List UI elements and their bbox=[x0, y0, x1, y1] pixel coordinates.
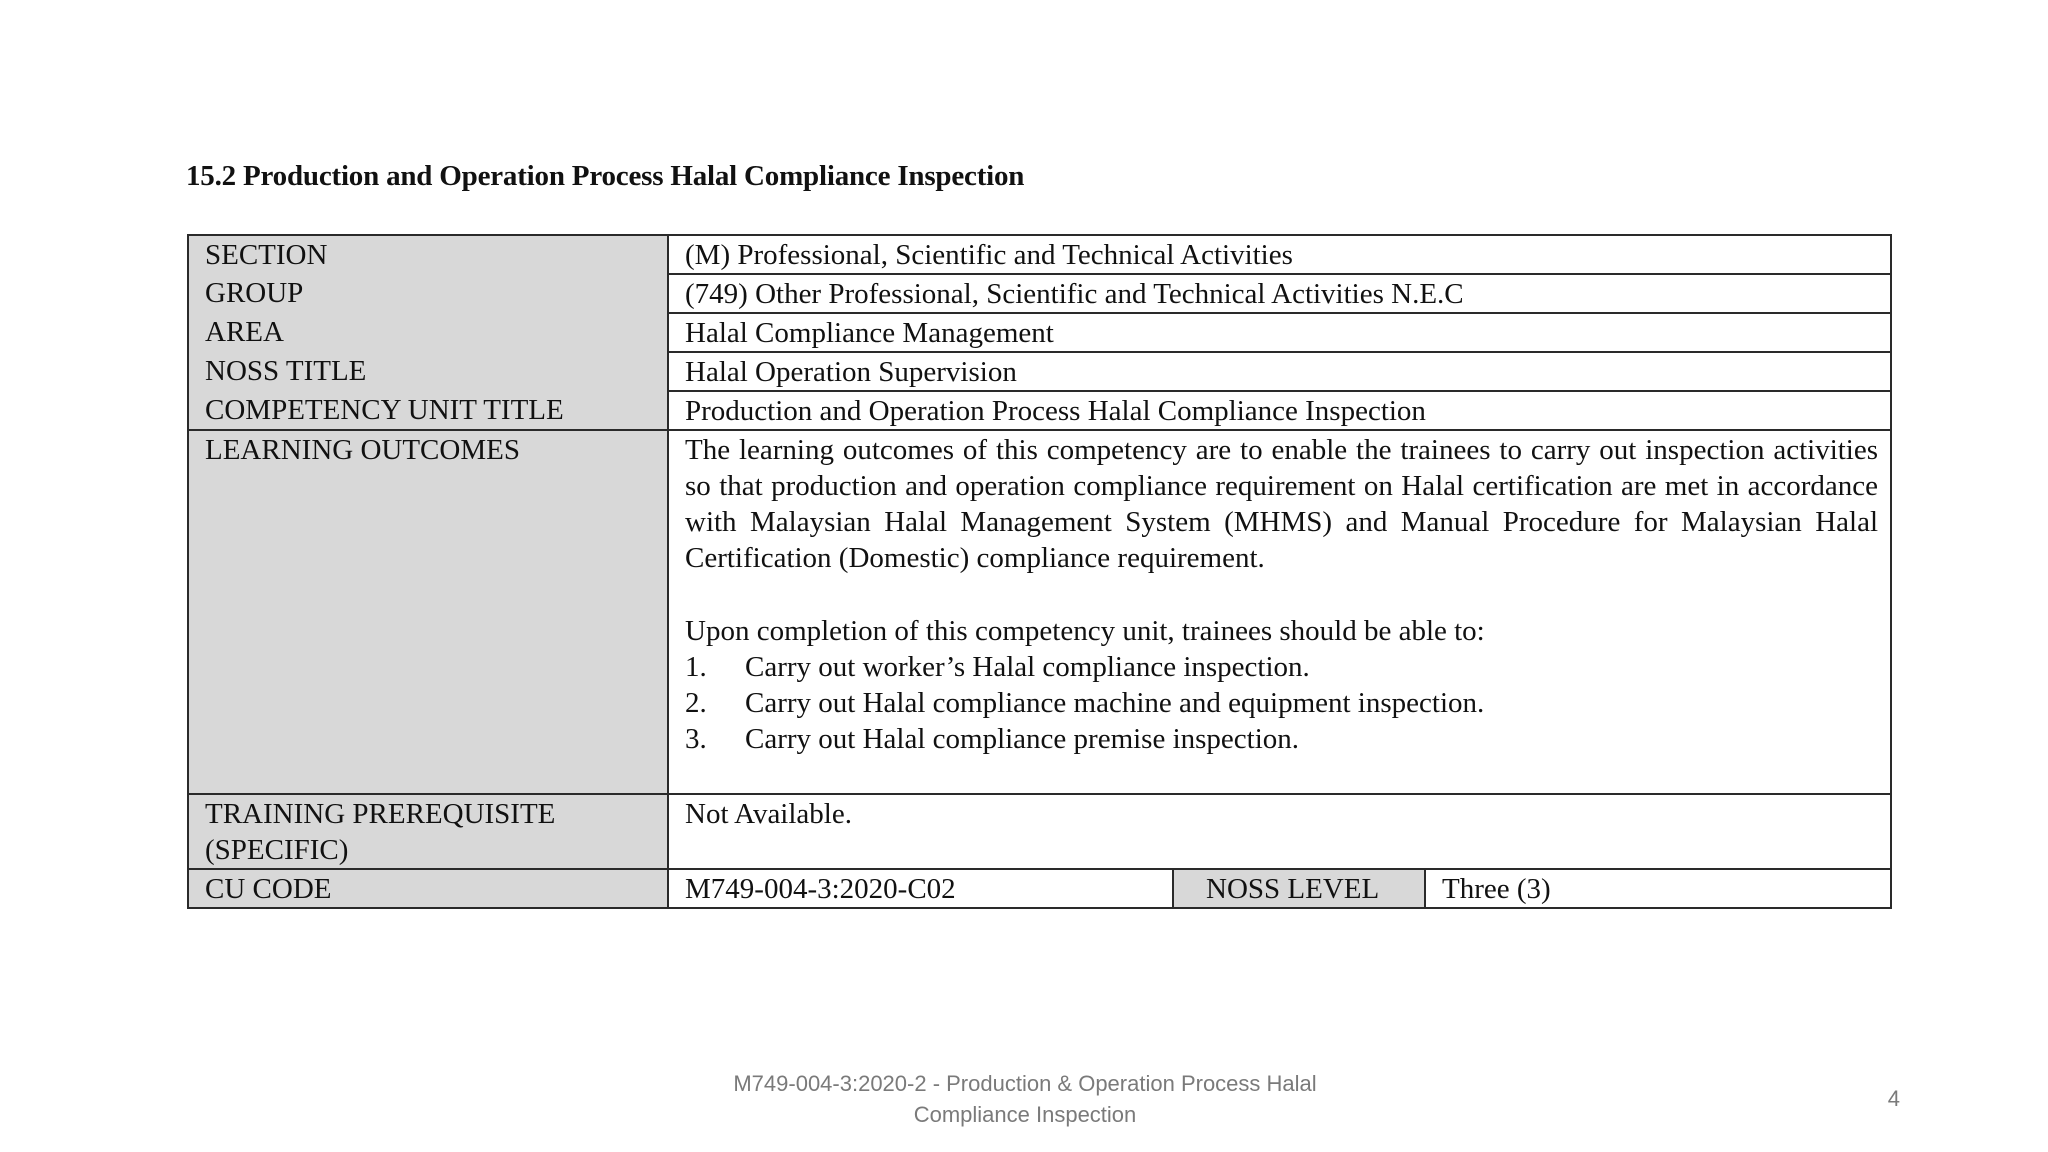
label-group: GROUP bbox=[188, 274, 668, 313]
list-item: 3. Carry out Halal compliance premise inspection. bbox=[685, 723, 1300, 755]
value-prerequisite: Not Available. bbox=[668, 794, 1891, 869]
table-row-prerequisite bbox=[188, 794, 1891, 869]
table-row-cu-title bbox=[188, 391, 1891, 430]
table-row-section bbox=[188, 235, 1891, 274]
table-row-learning-outcomes bbox=[188, 430, 1891, 794]
table-row-area bbox=[188, 313, 1891, 352]
table-row-cu-code bbox=[188, 869, 1891, 908]
value-cu-code: M749-004-3:2020-C02 bbox=[668, 869, 1173, 908]
label-cu-code: CU CODE bbox=[188, 869, 668, 908]
page-number: 4 bbox=[1887, 1086, 1900, 1111]
label-prerequisite: TRAINING PREREQUISITE (SPECIFIC) bbox=[188, 794, 668, 869]
value-noss-title: Halal Operation Supervision bbox=[668, 352, 1891, 391]
label-learning-outcomes: LEARNING OUTCOMES bbox=[188, 430, 668, 794]
learning-outcomes-paragraph: The learning outcomes of this competency are to enable the trainees to carry out inspection activities so that production and operation compliance requirement on Halal certification are met in accordance with Malaysian Halal Management System (MHMS) and Manual Procedure for Malaysian Halal Certification (Domestic) compliance requirement. bbox=[685, 434, 1879, 574]
list-item: 1. Carry out worker’s Halal compliance inspection. bbox=[685, 651, 1310, 683]
learning-outcomes-list bbox=[685, 649, 1878, 757]
label-cu-title: COMPETENCY UNIT TITLE bbox=[188, 391, 668, 430]
table-row-noss-title bbox=[188, 352, 1891, 391]
value-learning-outcomes bbox=[668, 430, 1891, 794]
learning-outcomes-intro: Upon completion of this competency unit, trainees should be able to: bbox=[685, 615, 1485, 647]
section-heading: 15.2 Production and Operation Process Halal Compliance Inspection bbox=[186, 160, 1025, 192]
value-group: (749) Other Professional, Scientific and Technical Activities N.E.C bbox=[668, 274, 1891, 313]
table-row-group bbox=[188, 274, 1891, 313]
competency-table bbox=[187, 234, 1892, 909]
value-area: Halal Compliance Management bbox=[668, 313, 1891, 352]
label-noss-title: NOSS TITLE bbox=[188, 352, 668, 391]
slide-footer: M749-004-3:2020-2 - Production & Operation Process Halal Compliance Inspection bbox=[733, 1071, 1317, 1127]
label-area: AREA bbox=[188, 313, 668, 352]
value-noss-level: Three (3) bbox=[1425, 869, 1891, 908]
label-noss-level: NOSS LEVEL bbox=[1173, 869, 1425, 908]
list-item: 2. Carry out Halal compliance machine and equipment inspection. bbox=[685, 687, 1485, 719]
value-cu-title: Production and Operation Process Halal Compliance Inspection bbox=[668, 391, 1891, 430]
label-section: SECTION bbox=[188, 235, 668, 274]
value-section: (M) Professional, Scientific and Technical Activities bbox=[668, 235, 1891, 274]
